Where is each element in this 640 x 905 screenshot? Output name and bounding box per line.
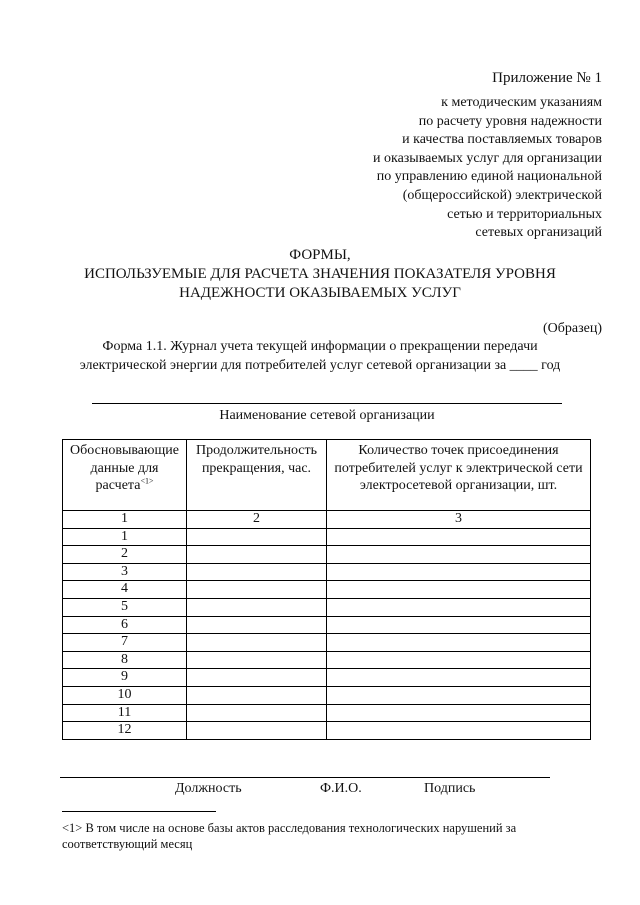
duration-cell[interactable] xyxy=(187,669,327,687)
footnote-mark: <1> xyxy=(140,476,154,486)
heading-line: ИСПОЛЬЗУЕМЫЕ ДЛЯ РАСЧЕТА ЗНАЧЕНИЯ ПОКАЗАТЕЛЯ УРОВНЯ xyxy=(84,266,556,282)
heading-line: НАДЕЖНОСТИ ОКАЗЫВАЕМЫХ УСЛУГ xyxy=(179,285,461,301)
row-number: 2 xyxy=(63,546,187,564)
column-number: 1 xyxy=(63,511,187,529)
appendix-line: к методическим указаниям xyxy=(441,95,602,110)
points-cell[interactable] xyxy=(327,686,591,704)
table-header-row xyxy=(63,440,591,511)
table-row xyxy=(63,722,591,740)
duration-cell[interactable] xyxy=(187,546,327,564)
row-number: 10 xyxy=(63,686,187,704)
column-number-row xyxy=(63,511,591,529)
column-number: 2 xyxy=(187,511,327,529)
points-cell[interactable] xyxy=(327,598,591,616)
table-row xyxy=(63,546,591,564)
column-number: 3 xyxy=(327,511,591,529)
table-row xyxy=(63,528,591,546)
appendix-line: и оказываемых услуг для организации xyxy=(372,150,602,166)
duration-cell[interactable] xyxy=(187,616,327,634)
points-cell[interactable] xyxy=(327,581,591,599)
points-cell[interactable] xyxy=(327,563,591,581)
row-number: 9 xyxy=(63,669,187,687)
points-cell[interactable] xyxy=(327,669,591,687)
org-name-caption: Наименование сетевой организации xyxy=(219,408,435,423)
footnote-line: <1> В том числе на основе базы актов расследования технологических нарушений за xyxy=(62,821,517,835)
row-number: 4 xyxy=(63,581,187,599)
duration-cell[interactable] xyxy=(187,686,327,704)
appendix-reference xyxy=(302,94,602,243)
appendix-line: (общероссийской) электрической xyxy=(402,187,602,203)
duration-cell[interactable] xyxy=(187,651,327,669)
duration-cell[interactable] xyxy=(187,704,327,722)
column-header-points: Количество точек присоединения потребителей услуг к электрической сети электросетевой организации, шт. xyxy=(327,440,591,511)
appendix-line: по управлению единой национальной xyxy=(376,169,602,185)
signature-sign-label: Подпись xyxy=(424,781,476,796)
form-title-line: Форма 1.1. Журнал учета текущей информации о прекращении передачи xyxy=(102,339,538,354)
footnote-divider xyxy=(62,811,216,812)
footnote xyxy=(62,820,582,852)
points-cell[interactable] xyxy=(327,704,591,722)
table-row xyxy=(63,651,591,669)
signature-name-label: Ф.И.О. xyxy=(320,781,362,796)
row-number: 3 xyxy=(63,563,187,581)
table-row xyxy=(63,563,591,581)
sample-label: (Образец) xyxy=(542,321,602,336)
row-number: 8 xyxy=(63,651,187,669)
table-row xyxy=(63,581,591,599)
row-number: 5 xyxy=(63,598,187,616)
appendix-title: Приложение № 1 xyxy=(492,70,602,86)
points-cell[interactable] xyxy=(327,634,591,652)
form-title-line: электрической энергии для потребителей услуг сетевой организации за ____ год xyxy=(79,358,561,373)
appendix-line: по расчету уровня надежности xyxy=(418,113,602,129)
table-row xyxy=(63,704,591,722)
footnote-line: соответствующий месяц xyxy=(62,837,193,851)
appendix-line: сетевых организаций xyxy=(475,225,602,241)
row-number: 7 xyxy=(63,634,187,652)
form-title xyxy=(40,337,600,375)
duration-cell[interactable] xyxy=(187,581,327,599)
table-row xyxy=(63,616,591,634)
table-row xyxy=(63,634,591,652)
heading-line: ФОРМЫ, xyxy=(289,247,351,263)
page-heading xyxy=(40,246,600,303)
row-number: 6 xyxy=(63,616,187,634)
points-cell[interactable] xyxy=(327,616,591,634)
duration-cell[interactable] xyxy=(187,634,327,652)
row-number: 1 xyxy=(63,528,187,546)
points-cell[interactable] xyxy=(327,651,591,669)
table-row xyxy=(63,669,591,687)
row-number: 11 xyxy=(63,704,187,722)
duration-cell[interactable] xyxy=(187,598,327,616)
duration-cell[interactable] xyxy=(187,722,327,740)
duration-cell[interactable] xyxy=(187,563,327,581)
table-row xyxy=(63,598,591,616)
points-cell[interactable] xyxy=(327,722,591,740)
signature-position-label: Должность xyxy=(175,781,242,796)
journal-table xyxy=(62,439,591,740)
org-name-line xyxy=(92,403,562,404)
appendix-line: сетью и территориальных xyxy=(447,206,602,222)
duration-cell[interactable] xyxy=(187,528,327,546)
appendix-line: и качества поставляемых товаров xyxy=(402,132,602,148)
points-cell[interactable] xyxy=(327,528,591,546)
points-cell[interactable] xyxy=(327,546,591,564)
column-header-duration: Продолжительность прекращения, час. xyxy=(187,440,327,511)
table-row xyxy=(63,686,591,704)
signature-line xyxy=(60,777,550,778)
row-number: 12 xyxy=(63,722,187,740)
column-header-basis: Обосновывающие данные для расчета$^{<1>}$ xyxy=(63,440,187,511)
